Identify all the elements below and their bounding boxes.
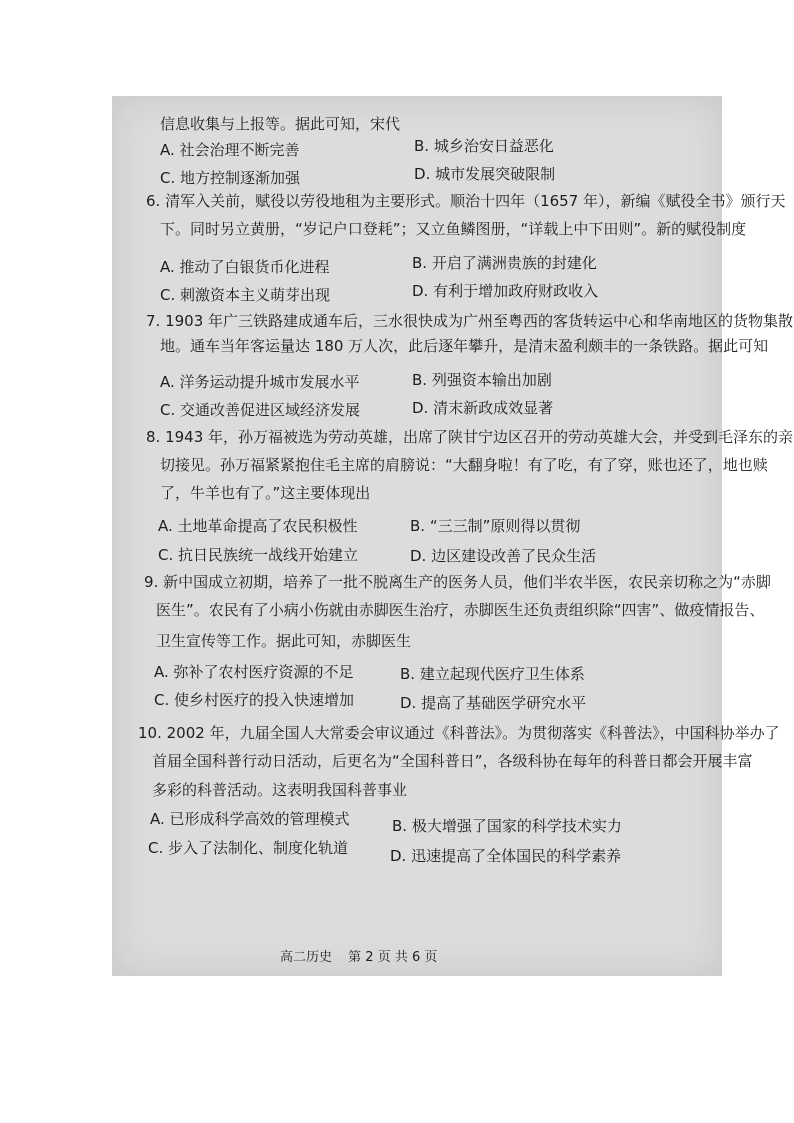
q9-option-d: D. 提高了基础医学研究水平 — [400, 694, 587, 712]
q7-stem-line1: 7. 1903 年广三铁路建成通车后，三水很快成为广州至粤西的客货转运中心和华南地区的货物集散 — [146, 312, 794, 330]
q6-stem-line1: 6. 清军入关前，赋役以劳役地租为主要形式。顺治十四年（1657 年），新编《赋役全书》颁行天 — [146, 192, 786, 210]
q7-option-b: B. 列强资本输出加剧 — [412, 371, 552, 389]
q9-stem-line1: 9. 新中国成立初期，培养了一批不脱离生产的医务人员，他们半农半医，农民亲切称之为“赤脚 — [144, 573, 771, 591]
q9-option-a: A. 弥补了农村医疗资源的不足 — [154, 663, 354, 681]
q8-stem-line2: 切接见。孙万福紧紧抱住毛主席的肩膀说：“大翻身啦！有了吃，有了穿，账也还了，地也赎 — [160, 456, 768, 474]
exam-page — [112, 96, 794, 976]
q8-option-c: C. 抗日民族统一战线开始建立 — [158, 546, 359, 564]
q6-option-d: D. 有利于增加政府财政收入 — [412, 282, 599, 300]
q7-option-a: A. 洋务运动提升城市发展水平 — [160, 373, 360, 391]
footer-subject: 高二历史 — [280, 950, 333, 965]
q6-option-b: B. 开启了满洲贵族的封建化 — [412, 254, 597, 272]
q7-option-c: C. 交通改善促进区域经济发展 — [160, 401, 361, 419]
q8-stem-line1: 8. 1943 年，孙万福被选为劳动英雄，出席了陕甘宁边区召开的劳动英雄大会，并受到毛泽东的亲 — [146, 428, 794, 446]
footer-page-number: 第 2 页 共 6 页 — [348, 950, 438, 965]
q10-stem-line2: 首届全国科普行动日活动，后更名为“全国科普日”，各级科协在每年的科普日都会开展丰富 — [152, 752, 753, 770]
q8-option-d: D. 边区建设改善了民众生活 — [410, 547, 597, 565]
continuation-text: 信息收集与上报等。据此可知，宋代 — [160, 115, 401, 133]
q5-option-a: A. 社会治理不断完善 — [160, 141, 300, 159]
q9-stem-line3: 卫生宣传等工作。据此可知，赤脚医生 — [156, 632, 412, 650]
q8-option-b: B. “三三制”原则得以贯彻 — [410, 517, 581, 535]
page-footer — [280, 946, 449, 965]
q6-stem-line2: 下。同时另立黄册，“岁记户口登耗”；又立鱼鳞图册，“详载上中下田则”。新的赋役制度 — [160, 220, 747, 238]
q8-option-a: A. 土地革命提高了农民积极性 — [158, 517, 358, 535]
q10-stem-line1: 10. 2002 年，九届全国人大常委会审议通过《科普法》。为贯彻落实《科普法》，中国科协举办了 — [138, 724, 780, 742]
q7-stem-line2: 地。通车当年客运量达 180 万人次，此后逐年攀升，是清末盈利颇丰的一条铁路。据此可知 — [160, 337, 769, 355]
q5-option-c: C. 地方控制逐渐加强 — [160, 169, 301, 187]
q8-stem-line3: 了，牛羊也有了。”这主要体现出 — [160, 484, 371, 502]
q10-stem-line3: 多彩的科普活动。这表明我国科普事业 — [152, 781, 408, 799]
q10-option-c: C. 步入了法制化、制度化轨道 — [148, 839, 349, 857]
q9-option-c: C. 使乡村医疗的投入快速增加 — [154, 691, 355, 709]
q9-stem-line2: 医生”。农民有了小病小伤就由赤脚医生治疗，赤脚医生还负责组织除“四害”、做疫情报告、 — [156, 601, 765, 619]
q7-option-d: D. 清末新政成效显著 — [412, 399, 554, 417]
q5-option-b: B. 城乡治安日益恶化 — [414, 137, 554, 155]
q10-option-d: D. 迅速提高了全体国民的科学素养 — [390, 847, 622, 865]
q10-option-b: B. 极大增强了国家的科学技术实力 — [392, 817, 622, 835]
q6-option-c: C. 刺激资本主义萌芽出现 — [160, 286, 331, 304]
q5-option-d: D. 城市发展突破限制 — [414, 165, 556, 183]
q10-option-a: A. 已形成科学高效的管理模式 — [150, 810, 350, 828]
q6-option-a: A. 推动了白银货币化进程 — [160, 258, 330, 276]
q9-option-b: B. 建立起现代医疗卫生体系 — [400, 665, 585, 683]
